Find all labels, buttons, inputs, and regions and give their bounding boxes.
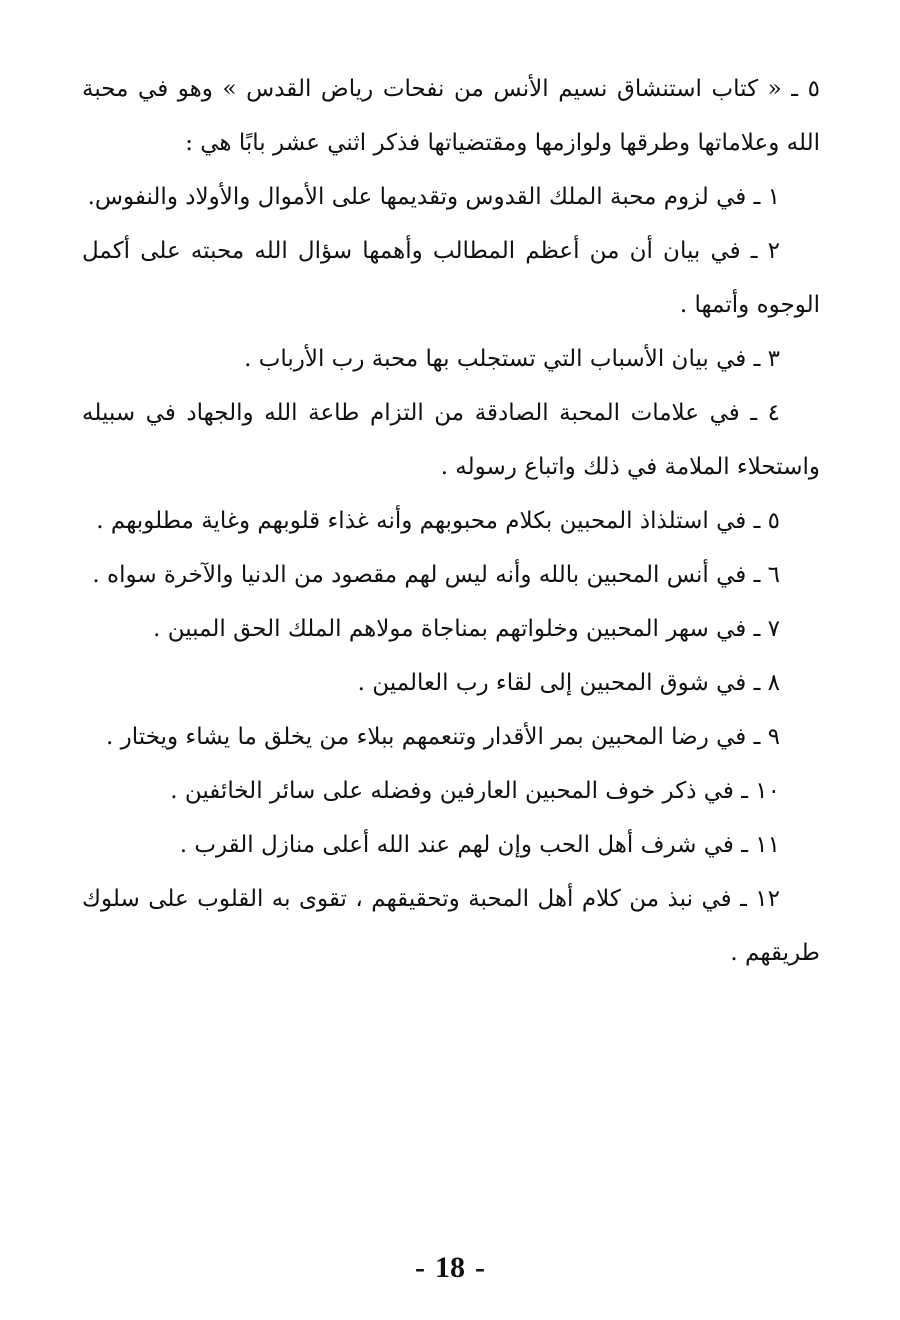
page-number-dash-right: - [475, 1251, 485, 1284]
chapter-item-4: ٤ ـ في علامات المحبة الصادقة من التزام طاعة الله والجهاد في سبيله واستحلاء الملامة في ذلك واتباع رسوله . [82, 400, 820, 480]
chapter-item-3: ٣ ـ في بيان الأسباب التي تستجلب بها محبة رب الأرباب . [244, 346, 780, 372]
chapter-item-1: ١ ـ في لزوم محبة الملك القدوس وتقديمها على الأموال والأولاد والنفوس. [87, 184, 780, 210]
intro-paragraph: ٥ ـ « كتاب استنشاق نسيم الأنس من نفحات رياض القدس » وهو في محبة الله وعلاماتها وطرقها ولوازمها ومقتضياتها فذكر اثني عشر بابًا هي : [82, 76, 820, 156]
chapter-item-12: ١٢ ـ في نبذ من كلام أهل المحبة وتحقيقهم ، تقوى به القلوب على سلوك طريقهم . [82, 886, 820, 966]
page-body [82, 62, 820, 980]
chapter-item-5: ٥ ـ في استلذاذ المحبين بكلام محبوبهم وأنه غذاء قلوبهم وغاية مطلوبهم . [96, 508, 780, 534]
chapter-item-2: ٢ ـ في بيان أن من أعظم المطالب وأهمها سؤال الله محبته على أكمل الوجوه وأتمها . [82, 238, 820, 318]
chapter-item-8: ٨ ـ في شوق المحبين إلى لقاء رب العالمين . [357, 670, 780, 696]
chapter-item-6: ٦ ـ في أنس المحبين بالله وأنه ليس لهم مقصود من الدنيا والآخرة سواه . [92, 562, 780, 588]
chapter-item-10: ١٠ ـ في ذكر خوف المحبين العارفين وفضله على سائر الخائفين . [170, 778, 780, 804]
page-number [0, 1248, 900, 1288]
page-number-dash-left: - [415, 1251, 425, 1284]
chapter-item-11: ١١ ـ في شرف أهل الحب وإن لهم عند الله أعلى منازل القرب . [179, 832, 780, 858]
chapter-item-9: ٩ ـ في رضا المحبين بمر الأقدار وتنعمهم ببلاء من يخلق ما يشاء ويختار . [106, 724, 780, 750]
page-number-value: 18 [435, 1251, 465, 1284]
chapter-item-7: ٧ ـ في سهر المحبين وخلواتهم بمناجاة مولاهم الملك الحق المبين . [153, 616, 780, 642]
